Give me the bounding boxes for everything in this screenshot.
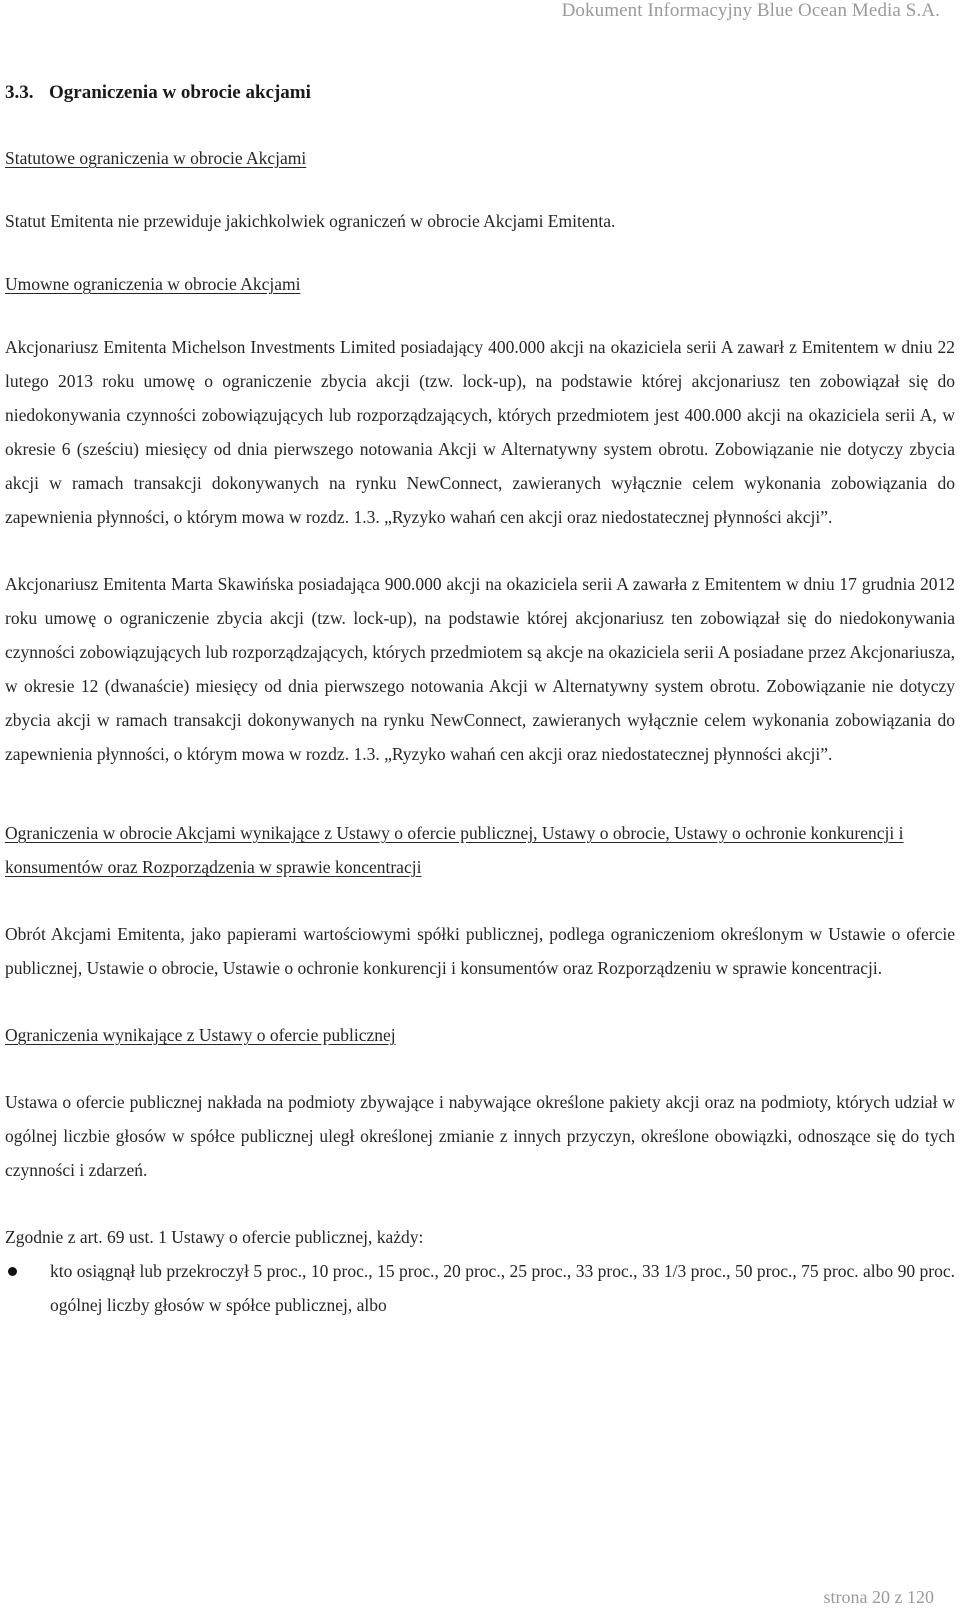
- subheading-statutory: Statutowe ograniczenia w obrocie Akcjami: [5, 148, 307, 168]
- subheading-contractual: Umowne ograniczenia w obrocie Akcjami: [5, 274, 301, 294]
- page-content: [5, 82, 955, 1322]
- paragraph-skawinska-lockup: Akcjonariusz Emitenta Marta Skawińska posiadająca 900.000 akcji na okaziciela serii A zawarła z Emitentem w dniu 17 grudnia 2012 roku umowę o ograniczenie zbycia akcji (tzw. lock-up), na podstawie której akcjonariusz ten zobowiązał się do niedokonywania czynności zobowiązujących lub rozporządzających, których przedmiotem są akcje na okaziciela serii A posiadane przez Akcjonariusza, w okresie 12 (dwanaście) miesięcy od dnia pierwszego notowania Akcji w Alternatywny system obrotu. Zobowiązanie nie dotyczy zbycia akcji w ramach transakcji dokonywanych na rynku NewConnect, zawieranych wyłącznie celem wykonania zobowiązania do zapewnienia płynności, o którym mowa w rozdz. 1.3. „Ryzyko wahań cen akcji oraz niedostatecznej płynności akcji”.: [5, 574, 955, 764]
- section-title: Ograniczenia w obrocie akcjami: [49, 82, 311, 103]
- subheading-public-offering-act: Ograniczenia wynikające z Ustawy o ofercie publicznej: [5, 1025, 396, 1045]
- page-number: strona 20 z 120: [823, 1587, 934, 1607]
- paragraph-public-offering-obligations: Ustawa o ofercie publicznej nakłada na podmioty zbywające i nabywające określone pakiety akcji oraz na podmioty, których udział w ogólnej liczbie głosów w spółce publicznej uległ określonej zmianie z innych przyczyn, określone obowiązki, odnoszące się do tych czynności i zdarzeń.: [5, 1092, 955, 1180]
- list-item-text: kto osiągnął lub przekroczył 5 proc., 10 proc., 15 proc., 20 proc., 25 proc., 33 proc., 33 1/3 proc., 50 proc., 75 proc. albo 90 proc. ogólnej liczby głosów w spółce publicznej, albo: [50, 1261, 955, 1315]
- list-item: [5, 1254, 955, 1322]
- section-heading: [5, 82, 955, 104]
- bullet-icon: [8, 1267, 17, 1276]
- paragraph-trading-restrictions: Obrót Akcjami Emitenta, jako papierami wartościowymi spółki publicznej, podlega ograniczeniom określonym w Ustawie o ofercie publicznej, Ustawie o obrocie, Ustawie o ochronie konkurencji i konsumentów oraz Rozporządzeniu w sprawie koncentracji.: [5, 924, 955, 978]
- paragraph-art69: Zgodnie z art. 69 ust. 1 Ustawy o ofercie publicznej, każdy:: [5, 1227, 424, 1247]
- running-header: Dokument Informacyjny Blue Ocean Media S.A.: [561, 0, 940, 21]
- section-number: 3.3.: [5, 82, 34, 103]
- paragraph-michelson-lockup: Akcjonariusz Emitenta Michelson Investments Limited posiadający 400.000 akcji na okaziciela serii A zawarł z Emitentem w dniu 22 lutego 2013 roku umowę o ograniczenie zbycia akcji (tzw. lock-up), na podstawie której akcjonariusz ten zobowiązał się do niedokonywania czynności zobowiązujących lub rozporządzających, których przedmiotem jest 400.000 akcji na okaziciela serii A, w okresie 6 (sześciu) miesięcy od dnia pierwszego notowania Akcji w Alternatywny system obrotu. Zobowiązanie nie dotyczy zbycia akcji w ramach transakcji dokonywanych na rynku NewConnect, zawieranych wyłącznie celem wykonania zobowiązania do zapewnienia płynności, o którym mowa w rozdz. 1.3. „Ryzyko wahań cen akcji oraz niedostatecznej płynności akcji”.: [5, 337, 955, 527]
- subheading-statutory-acts: Ograniczenia w obrocie Akcjami wynikające z Ustawy o ofercie publicznej, Ustawy o obrocie, Ustawy o ochronie konkurencji i konsumentów oraz Rozporządzenia w sprawie koncentracji: [5, 823, 904, 877]
- bullet-list: [5, 1254, 955, 1322]
- paragraph-statutory: Statut Emitenta nie przewiduje jakichkolwiek ograniczeń w obrocie Akcjami Emitenta.: [5, 211, 616, 231]
